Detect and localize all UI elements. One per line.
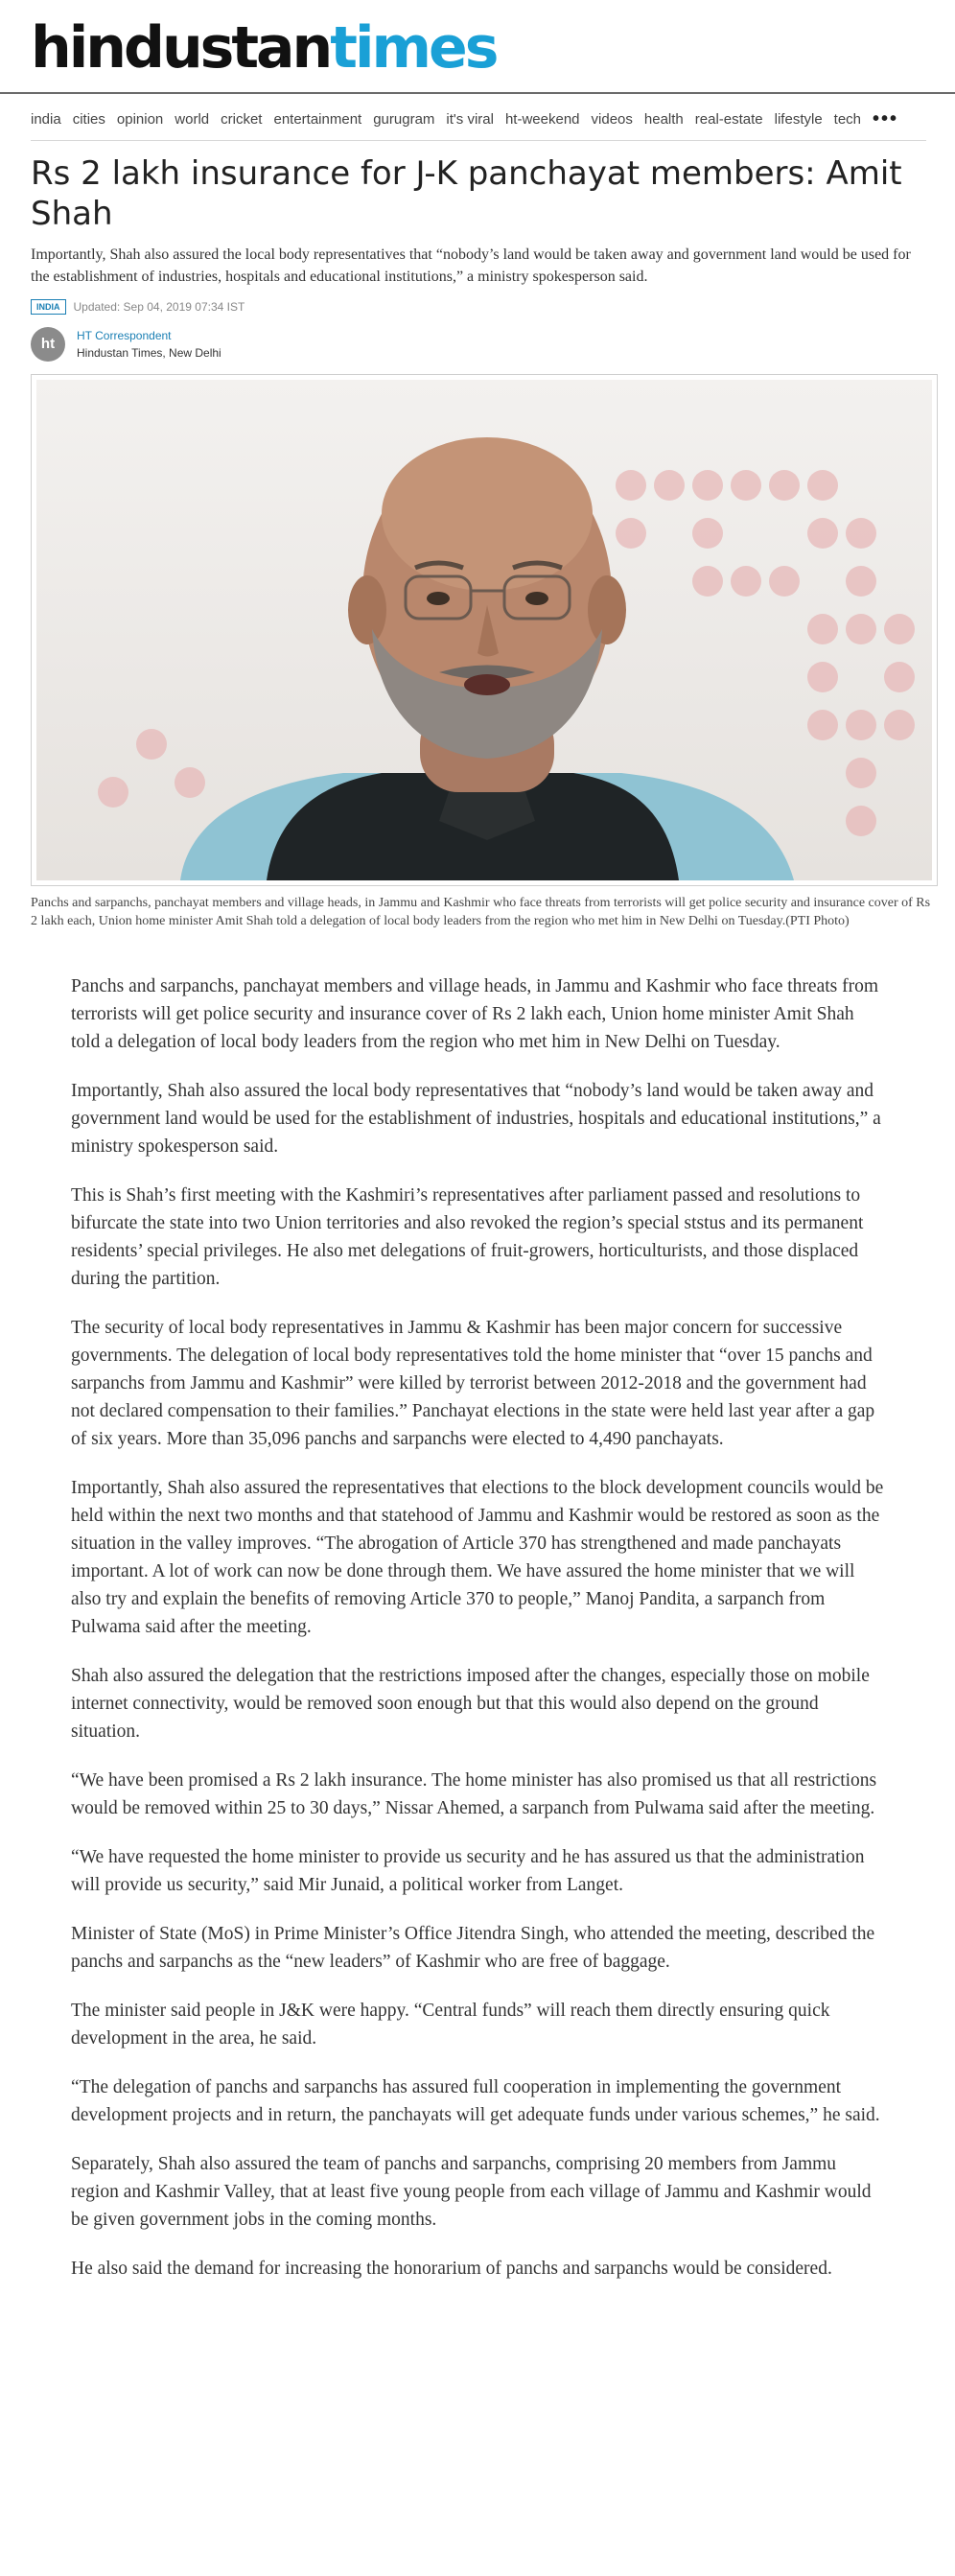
- nav-item-ht-weekend[interactable]: ht-weekend: [504, 110, 580, 128]
- lead-photo-frame: [31, 374, 938, 886]
- article-title: Rs 2 lakh insurance for J-K panchayat members: Amit Shah: [31, 154, 902, 233]
- logo-times: times: [330, 14, 497, 82]
- article-body: [71, 972, 886, 2304]
- nav-item-gurugram[interactable]: gurugram: [373, 110, 435, 128]
- article-paragraph: Shah also assured the delegation that the restrictions imposed after the changes, especially those on mobile internet connectivity, would be removed soon enough but that this would also depend on the ground situation.: [71, 1666, 870, 1742]
- logo-hindustan: hindustan: [31, 14, 331, 82]
- article-paragraph: This is Shah’s first meeting with the Kashmiri’s representatives after parliament passed and resolutions to bifurcate the state into two Union territories and also revoked the region’s special ststus and its permanent residents’ special privileges. He also met delegations of fruit-growers, horticulturists, and those displaced during the partition.: [71, 1185, 864, 1289]
- author-avatar: ht: [31, 327, 65, 362]
- more-menu-icon[interactable]: •••: [873, 107, 899, 129]
- lead-photo: [36, 380, 932, 880]
- article-paragraph: “We have requested the home minister to provide us security and he has assured us that the administration will provide us security,” said Mir Junaid, a political worker from Langet.: [71, 1847, 865, 1895]
- section-nav: [31, 100, 898, 138]
- article-paragraph: “The delegation of panchs and sarpanchs has assured full cooperation in implementing the government development projects and in return, the panchayats will get adequate funds under various schemes,” he said.: [71, 2077, 880, 2125]
- article-paragraph: The minister said people in J&K were happy. “Central funds” will reach them directly ensuring quick development in the area, he said.: [71, 2001, 830, 2049]
- article-paragraph: Importantly, Shah also assured the representatives that elections to the block development councils would be held within the next two months and that statehood of Jammu and Kashmir would be restored as soon as the situation in the valley improves. “The abrogation of Article 370 has strengthened and made panchayats important. A lot of work can now be done through them. We have assured the home minister that we will also try and explain the benefits of removing Article 370 to people,” Manoj Pandita, a sarpanch from Pulwama said after the meeting.: [71, 1478, 884, 1637]
- article-paragraph: “We have been promised a Rs 2 lakh insurance. The home minister has also promised us that all restrictions would be removed within 25 to 30 days,” Nissar Ahemed, a sarpanch from Pulwama said after the meeting.: [71, 1770, 877, 1818]
- lead-photo-illustration: [36, 380, 932, 880]
- nav-item-entertainment[interactable]: entertainment: [273, 110, 362, 128]
- article-paragraph: Importantly, Shah also assured the local body representatives that “nobody’s land would be taken away and government land would be used for the establishment of industries, hospitals and educational institutions,” a ministry spokesperson said.: [71, 1081, 881, 1157]
- nav-item-opinion[interactable]: opinion: [116, 110, 164, 128]
- site-logo[interactable]: [31, 13, 496, 82]
- nav-item-its-viral[interactable]: it's viral: [446, 110, 494, 128]
- nav-item-lifestyle[interactable]: lifestyle: [774, 110, 823, 128]
- nav-item-health[interactable]: health: [643, 110, 684, 128]
- photo-caption: Panchs and sarpanchs, panchayat members and village heads, in Jammu and Kashmir who face threats from terrorists will get police security and insurance cover of Rs 2 lakh each, Union home minister Amit Shah told a delegation of local body leaders from the region who met him in New Delhi on Tuesday.(PTI Photo): [31, 896, 931, 928]
- nav-item-videos[interactable]: videos: [591, 110, 633, 128]
- article-paragraph: He also said the demand for increasing the honorarium of panchs and sarpanchs would be considered.: [71, 2259, 832, 2279]
- nav-item-cities[interactable]: cities: [72, 110, 105, 128]
- article-paragraph: Separately, Shah also assured the team of panchs and sarpanchs, comprising 20 members from Jammu region and Kashmir Valley, that at least five young people from each village of Jammu and Kashmir would be given government jobs in the coming months.: [71, 2154, 872, 2230]
- nav-item-tech[interactable]: tech: [833, 110, 862, 128]
- article-paragraph: Minister of State (MoS) in Prime Minister’s Office Jitendra Singh, who attended the meeting, described the panchs and sarpanchs as the “new leaders” of Kashmir who are free of baggage.: [71, 1924, 875, 1972]
- author-place: Hindustan Times, New Delhi: [77, 346, 221, 360]
- nav-divider: [31, 140, 926, 141]
- nav-item-cricket[interactable]: cricket: [221, 110, 263, 128]
- article-paragraph: The security of local body representatives in Jammu & Kashmir has been major concern for successive governments. The delegation of local body representatives told the home minister that “over 15 panchs and sarpanchs from Jammu and Kashmir” were killed by terrorist between 2012-2018 and the government had not declared compensation to their families.” Panchayat elections in the state were held last year after a gap of six years. More than 35,096 panchs and sarpanchs were elected to 4,490 panchayats.: [71, 1318, 875, 1449]
- updated-timestamp: Updated: Sep 04, 2019 07:34 IST: [73, 300, 245, 314]
- article-summary: Importantly, Shah also assured the local body representatives that “nobody’s land would be taken away and government land would be used for the establishment of industries, hospitals and educational institutions,” a ministry spokesperson said.: [31, 246, 911, 285]
- nav-item-india[interactable]: india: [31, 110, 61, 128]
- nav-item-world[interactable]: world: [175, 110, 210, 128]
- nav-item-real-estate[interactable]: real-estate: [694, 110, 763, 128]
- section-badge[interactable]: INDIA: [31, 299, 66, 315]
- article-meta: [31, 299, 245, 315]
- author-name-link[interactable]: HT Correspondent: [77, 329, 172, 342]
- masthead: [0, 0, 955, 94]
- article-paragraph: Panchs and sarpanchs, panchayat members and village heads, in Jammu and Kashmir who face threats from terrorists will get police security and insurance cover of Rs 2 lakh each, Union home minister Amit Shah told a delegation of local body leaders from the region who met him in New Delhi on Tuesday.: [71, 976, 879, 1052]
